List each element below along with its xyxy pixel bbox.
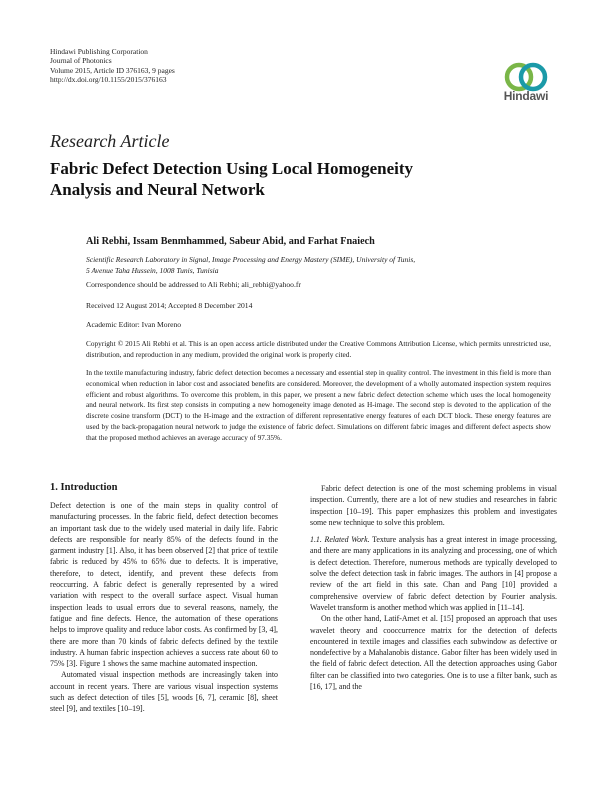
- subsection-heading: 1.1. Related Work.: [310, 535, 370, 545]
- affiliation: [86, 254, 556, 276]
- paragraph-related-work: [310, 534, 557, 613]
- paragraph-text: Texture analysis has a great interest in image processing, and there are many applications in its analyzing and processing, one of which is defect detection. Therefore, numerous methods are typically developed to solve the defect detection task in fabric images. The authors in [4] propose a review of the art field in this sate. Chan and Pang [10] provided a comprehensive overview of fabric defect detection by Fourier analysis. Wavelet transform is another method which was applied in [11–14].: [310, 535, 557, 612]
- academic-editor: Academic Editor: Ivan Moreno: [86, 320, 182, 329]
- title-line-2: Analysis and Neural Network: [50, 180, 265, 199]
- section-title-introduction: 1. Introduction: [50, 482, 118, 493]
- paragraph: Automated visual inspection methods are increasingly taken into account in recent years. There are various visual inspection systems such as defect detection of tiles [5], woods [6, 7], ceramic [8], sheet steel [9], and textiles [10–19].: [50, 670, 278, 714]
- copyright-notice: Copyright © 2015 Ali Rebhi et al. This is an open access article distributed under the Creative Commons Attribution License, which permits unrestricted use, distribution, and reproduction in any medium, provided the original work is properly cited.: [86, 339, 551, 359]
- journal-name: Journal of Photonics: [50, 56, 112, 66]
- paragraph: On the other hand, Latif-Amet et al. [15] proposed an approach that uses wavelet theory and cooccurrence matrix for the detection of defects encountered in textile images and classifies each subwindow as defective or nondefective by a Mahalanobis distance. Gabor filter has been widely used in the field of fabric defect detection. All the detection approaches using Gabor filter can be classified into two categories. One is to use a filter bank, such as [16, 17], and the: [310, 614, 557, 692]
- publisher-name: Hindawi Publishing Corporation: [50, 47, 148, 56]
- title-line-1: Fabric Defect Detection Using Local Homogeneity: [50, 159, 414, 178]
- volume-info: Volume 2015, Article ID 376163, 9 pages: [50, 65, 175, 75]
- paragraph: Fabric defect detection is one of the most scheming problems in visual inspection. Currently, there are a lot of new studies and researches in fabric inspection [10–19]. This paper emphasizes this problem and investigates some new technique to solve this problem.: [310, 484, 557, 527]
- publication-info: [50, 47, 175, 84]
- authors: Ali Rebhi, Issam Benmhammed, Sabeur Abid, and Farhat Fnaiech: [86, 236, 375, 247]
- article-title: [50, 158, 520, 200]
- abstract: In the textile manufacturing industry, fabric defect detection becomes a necessary and essential step in quality control. The investment in this field is more than economical when reduction in labor cost and associated benefits are considered. Moreover, the development of a wholly automated inspection system requires efficient and robust algorithms. To overcome this problem, in this paper, we present a new fabric defect detection scheme which uses the local homogeneity and neural network. Its first step consists in computing a new homogeneity image denoted as H-image. The second step is devoted to the application of the discrete cosine transform (DCT) to the H-image and the extraction of different representative energy features of each DCT block. These energy features are used by the back-propagation neural network to judge the existence of fabric defect. Simulations on different fabric images and different defect aspects show that the proposed method achieves an average accuracy of 97.35%.: [86, 368, 551, 442]
- correspondence: Correspondence should be addressed to Ali Rebhi; ali_rebhi@yahoo.fr: [86, 280, 301, 289]
- article-type: Research Article: [50, 131, 170, 151]
- affiliation-line-1: Scientific Research Laboratory in Signal, Image Processing and Energy Mastery (SIME), University of Tunis,: [86, 255, 416, 264]
- doi-link[interactable]: http://dx.doi.org/10.1155/2015/376163: [50, 74, 167, 84]
- affiliation-line-2: 5 Avenue Taha Hussein, 1008 Tunis, Tunisia: [86, 266, 219, 275]
- column-left: [50, 500, 278, 715]
- paragraph: Defect detection is one of the main steps in quality control of manufacturing processes. In the fabric field, defect detection becomes an important task due to the widely used material in daily life. Fabric defects are responsible for nearly 85% of the defects found in the garment industry [1]. Also, it has been observed [2] that price of textile fabric is reduced by 45% to 65% due to defects. It is imperative, therefore, to detect, identify, and prevent these defects from reoccurring. A fabric defect is generally represented by a wired variation with respect to the overall surface aspect. Visual human inspection leads to usual errors due to several reasons, namely, the fatigue and fine defects. Hence, the automation of these operations helps to improve quality and reduce labor costs. As confirmed by [3, 4], there are more than 70 kinds of fabric defects defined by the textile industry. A human fabric inspection achieves a success rate about 60 to 75% [3]. Figure 1 shows the same machine automated inspection.: [50, 501, 278, 669]
- column-right: [310, 483, 557, 692]
- received-date: Received 12 August 2014; Accepted 8 December 2014: [86, 301, 253, 310]
- hindawi-logo-text: Hindawi: [503, 89, 549, 103]
